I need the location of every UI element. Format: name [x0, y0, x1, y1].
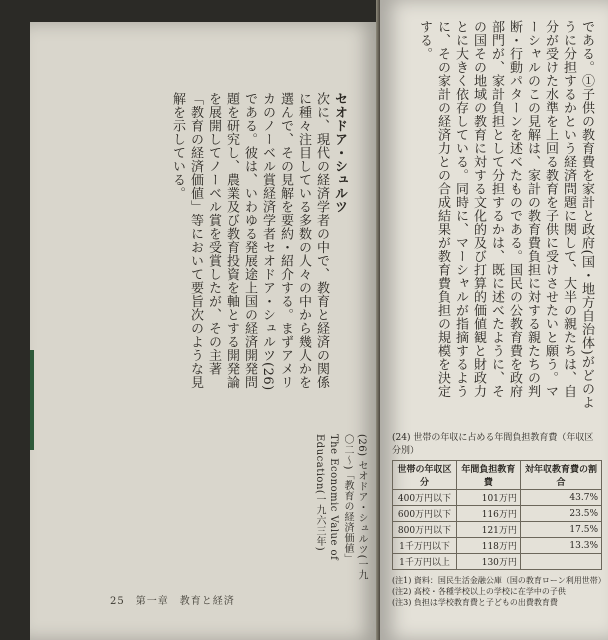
table-cell: 13.3%	[520, 538, 601, 554]
left-page-body	[48, 92, 348, 392]
table-cell: 800万円以下	[393, 522, 457, 538]
table-row	[393, 490, 602, 506]
table-cell: 17.5%	[520, 522, 601, 538]
table-cell: 43.7%	[520, 490, 601, 506]
right-page-body: である。①子供の教育費を家計と政府(国・地方自治体)がどのように分担するかという経済問題に関して、大半の親たちは、自分が受けた水準を上回る教育を子供に受けさせたいと願う。マーシャルのこの見解は、家計の教育費負担に対する親たちの判断・行動パターンを述べたものである。国民の公教育費を政府部門が、家計負担として分担するかは、既に述べたように、その国その地域の教育に対する文化的及び打算的価値観と財政力とに大きく依存している。同時に、マーシャルが指摘するように、その家計の経済力との合成結果が教育費負担の規模を決定する。	[417, 20, 594, 410]
table-notes	[392, 575, 606, 608]
note-line: (注1) 資料：国民生活金融公庫（国の教育ローン利用世帯）	[392, 576, 606, 585]
book-edge	[30, 350, 34, 450]
table-cell: 23.5%	[520, 506, 601, 522]
col-header: 年間負担教育費	[456, 461, 520, 490]
table-cell: 1千万円以上	[393, 554, 457, 570]
table-title: (24) 世帯の年収に占める年間負担教育費（年収区分別）	[392, 433, 594, 456]
table-cell: 121万円	[456, 522, 520, 538]
education-cost-table	[392, 430, 602, 570]
table-row	[393, 522, 602, 538]
col-header: 世帯の年収区分	[393, 461, 457, 490]
table-cell: 118万円	[456, 538, 520, 554]
table-cell: 130万円	[456, 554, 520, 570]
left-body-text: 次に、現代の経済学者の中で、教育と経済の関係に種々注目している多数の人々の中から幾人かを選んで、その見解を要約・紹介する。まずアメリカのノーベル賞経済学者セオドア・シュルツ(26)である。彼は、いわゆる発展途上国の経済開発問題を研究し、農業及び教育投資を軸とする開発論を展開してノーベル賞を受賞したが、その主著「教育の経済価値」等において要旨次のような見解を示している。	[170, 92, 329, 391]
table-row	[393, 538, 602, 554]
table-cell: 116万円	[456, 506, 520, 522]
section-heading: セオドア・シュルツ	[332, 92, 347, 214]
table-cell: 101万円	[456, 490, 520, 506]
table-cell: 600万円以下	[393, 506, 457, 522]
table-row	[393, 554, 602, 570]
table-cell: 400万円以下	[393, 490, 457, 506]
sidenote: (26) セオドア・シュルツ(一九〇二〜)「教育の経済価値」The Economic Value of Education(一九六三年)	[314, 434, 367, 581]
note-line: (注2) 高校・各種学校以上の学校に在学中の子供	[392, 587, 566, 596]
col-header: 対年収教育費の割合	[520, 461, 601, 490]
table-cell	[520, 554, 601, 570]
left-page	[30, 22, 378, 640]
page-footer: 25 第一章 教育と経済	[110, 596, 235, 607]
note-line: (注3) 負担は学校教育費と子どもの出費教育費	[392, 598, 558, 607]
table-row	[393, 506, 602, 522]
table-cell: 1千万円以下	[393, 538, 457, 554]
